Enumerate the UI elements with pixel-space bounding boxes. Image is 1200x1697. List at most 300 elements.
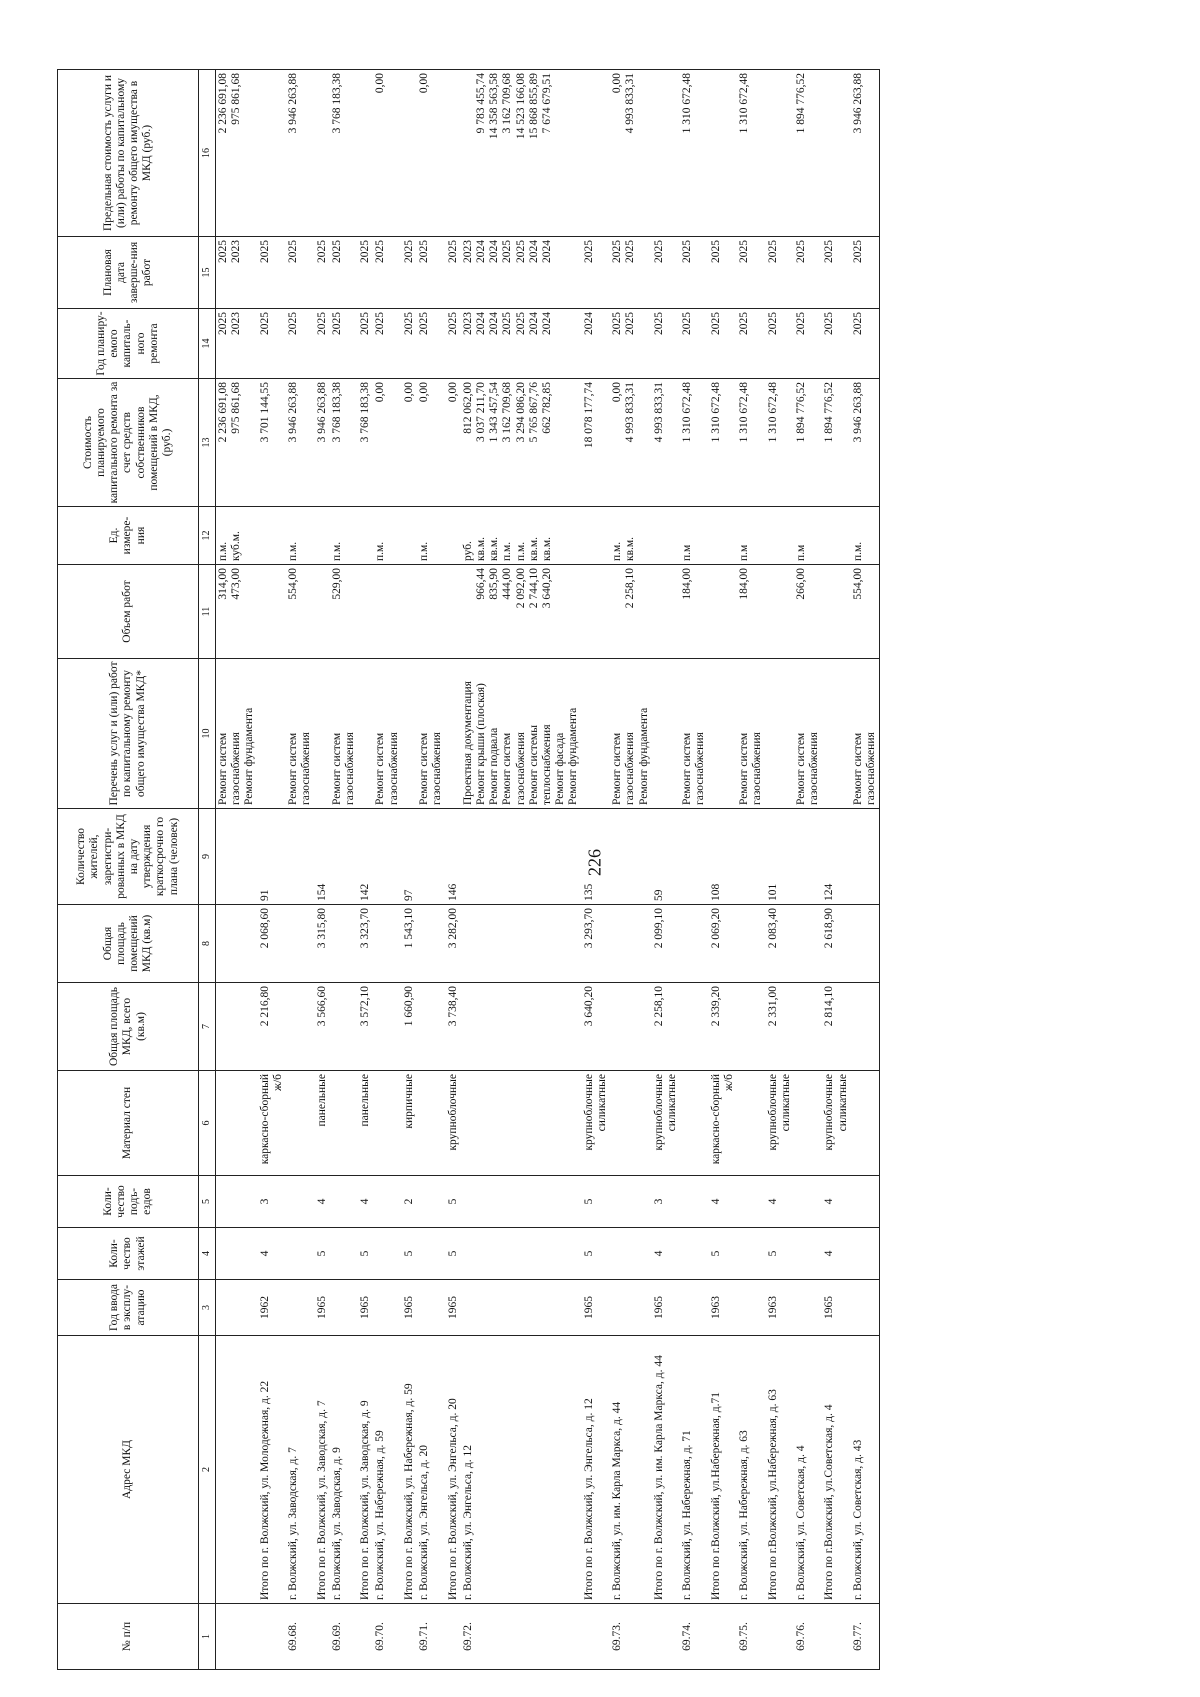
cell-material (373, 1071, 401, 1176)
cell-num: 69.73. (610, 1604, 652, 1670)
cell-works-line: Ремонт фундамента (567, 707, 580, 805)
cell-cost (417, 379, 445, 507)
cell-material: крупноблочные силикатные (766, 1071, 794, 1176)
cell-num: 69.69. (330, 1604, 358, 1670)
cell-plan_end-line: 2023 (230, 240, 243, 263)
cell-works (258, 659, 286, 809)
cell-cost (373, 379, 401, 507)
cell-area_total (216, 983, 258, 1071)
cell-volume-line (374, 568, 387, 655)
cell-address: Итого по г. Волжский, ул. Энгельса, д. 20 (446, 1336, 461, 1604)
cell-floors (680, 1228, 708, 1280)
cell-floors: 5 (766, 1228, 794, 1280)
cell-works (358, 659, 373, 809)
cell-cost-line: 3 294 086,20 (514, 382, 527, 443)
cell-plan_end-line: 2025 (359, 240, 372, 263)
cell-unit-line: кв.м. (474, 536, 487, 561)
cell-cost (216, 379, 258, 507)
cell-material (794, 1071, 822, 1176)
cell-works (652, 659, 680, 809)
cell-area_rooms (680, 905, 708, 983)
cell-cost-line: 812 062,00 (461, 382, 474, 434)
cell-works (330, 659, 358, 809)
cell-plan_year-line: 2024 (582, 312, 595, 335)
cell-entrances (330, 1176, 358, 1228)
subtotal-row (258, 70, 286, 1670)
cell-cost (258, 379, 286, 507)
cell-population: 97 (402, 809, 417, 905)
column-number-row (199, 70, 216, 1670)
cell-area_rooms: 3 282,00 (446, 905, 461, 983)
cell-area_rooms: 1 543,10 (402, 905, 417, 983)
cell-works-line: Ремонт систем газоснабжения (330, 732, 356, 805)
cell-plan_year-line: 2025 (418, 312, 431, 335)
cell-max_cost (402, 70, 417, 237)
cell-plan_year-line: 2025 (501, 312, 514, 335)
cell-area_rooms: 3 293,70 (582, 905, 610, 983)
cell-plan_end (358, 237, 373, 309)
cell-plan_year-line: 2025 (794, 312, 807, 335)
cell-floors: 4 (822, 1228, 850, 1280)
cell-plan_year-line: 2023 (230, 312, 243, 335)
cell-plan_end (286, 237, 314, 309)
column-header: Общая площадь МКД, всего (кв.м) (58, 983, 199, 1071)
cell-unit (851, 507, 880, 565)
cell-floors (286, 1228, 314, 1280)
cell-plan_year-line: 2025 (738, 312, 751, 335)
cell-area_rooms: 3 315,80 (315, 905, 330, 983)
cell-plan_year (461, 309, 582, 379)
cell-address: г. Волжский, ул. Энгельса, д. 12 (461, 1336, 582, 1604)
cell-year (417, 1280, 445, 1336)
cell-material: крупноблочные силикатные (652, 1071, 680, 1176)
cell-plan_year (582, 309, 610, 379)
cell-material: крупноблочные силикатные (822, 1071, 850, 1176)
cell-unit-line: п.м. (501, 541, 514, 561)
subtotal-row (315, 70, 330, 1670)
cell-floors (216, 1228, 258, 1280)
cell-plan_end-line: 2025 (374, 240, 387, 263)
cell-volume-line: 966,44 (474, 568, 487, 600)
cell-unit (373, 507, 401, 565)
column-number: 11 (199, 565, 216, 659)
cell-unit (446, 507, 461, 565)
cell-population (680, 809, 708, 905)
column-header: Коли-чество этажей (58, 1228, 199, 1280)
cell-volume (582, 565, 610, 659)
column-number: 2 (199, 1336, 216, 1604)
cell-address: г. Волжский, ул. Советская, д. 43 (851, 1336, 880, 1604)
subtotal-row (709, 70, 737, 1670)
cell-population: 124 (822, 809, 850, 905)
cell-cost-line: 2 236 691,08 (217, 382, 229, 443)
cell-material: панельные (358, 1071, 373, 1176)
cell-max_cost (822, 70, 850, 237)
cell-volume (315, 565, 330, 659)
repair-plan-table (57, 69, 880, 1670)
cell-max_cost-line: 9 783 455,74 (474, 73, 487, 134)
cell-year: 1965 (582, 1280, 610, 1336)
cell-floors: 5 (582, 1228, 610, 1280)
cell-max_cost-line: 1 894 776,52 (794, 73, 807, 134)
cell-plan_end-line: 2024 (488, 240, 501, 263)
cell-year (851, 1280, 880, 1336)
cell-address: Итого по г.Волжский, ул.Набережная, д. 63 (766, 1336, 794, 1604)
cell-area_total: 2 331,00 (766, 983, 794, 1071)
cell-works (610, 659, 652, 809)
cell-works-line: Ремонт систем газоснабжения (287, 732, 313, 805)
cell-year: 1965 (358, 1280, 373, 1336)
cell-num (216, 1604, 258, 1670)
cell-volume (417, 565, 445, 659)
cell-material: панельные (315, 1071, 330, 1176)
cell-plan_year (652, 309, 680, 379)
cell-population (216, 809, 258, 905)
cell-area_rooms: 2 068,60 (258, 905, 286, 983)
cell-plan_end-line: 2025 (681, 240, 694, 263)
cell-volume-line: 184,00 (738, 568, 751, 600)
cell-max_cost (610, 70, 652, 237)
subtotal-row (402, 70, 417, 1670)
column-number: 10 (199, 659, 216, 809)
cell-unit-line: п.м. (418, 541, 431, 561)
cell-address: г. Волжский, ул. Набережная, д. 59 (373, 1336, 401, 1604)
table-header-row (58, 70, 199, 1670)
cell-address: г. Волжский, ул. им. Карла Маркса, д. 44 (610, 1336, 652, 1604)
cell-year: 1965 (446, 1280, 461, 1336)
cell-plan_year-line: 2024 (488, 312, 501, 335)
cell-cost (582, 379, 610, 507)
cell-floors: 4 (652, 1228, 680, 1280)
cell-plan_year-line: 2025 (217, 312, 229, 335)
cell-unit-line: кв.м. (624, 536, 637, 561)
cell-plan_end-line: 2025 (709, 240, 722, 263)
cell-address: Итого по г.Волжский, ул.Набережная, д.71 (709, 1336, 737, 1604)
cell-works-line: Ремонт систем газоснабжения (418, 732, 444, 805)
cell-volume-line: 2 744,10 (527, 568, 540, 609)
cell-max_cost-line: 0,00 (418, 73, 431, 94)
cell-entrances: 5 (446, 1176, 461, 1228)
cell-unit (652, 507, 680, 565)
column-header: Перечень услуг и (или) работ по капитальному ремонту общего имущества МКД* (58, 659, 199, 809)
cell-cost-line: 1 894 776,52 (823, 382, 836, 443)
cell-num: 69.74. (680, 1604, 708, 1670)
cell-num (652, 1604, 680, 1670)
cell-plan_year (373, 309, 401, 379)
cell-cost-line: 0,00 (418, 382, 431, 403)
cell-plan_year (610, 309, 652, 379)
cell-year: 1965 (315, 1280, 330, 1336)
cell-address: г. Волжский, ул. Заводская, д. 7 (286, 1336, 314, 1604)
cell-plan_end-line: 2024 (474, 240, 487, 263)
cell-cost-line: 3 768 183,38 (330, 382, 343, 443)
cell-population (794, 809, 822, 905)
cell-max_cost (446, 70, 461, 237)
cell-cost (461, 379, 582, 507)
cell-plan_end (794, 237, 822, 309)
cell-address: Итого по г. Волжский, ул. им. Карла Маркса, д. 44 (652, 1336, 680, 1604)
cell-max_cost-line: 4 993 833,31 (624, 73, 637, 134)
cell-unit (794, 507, 822, 565)
cell-cost-line: 3 162 709,68 (501, 382, 514, 443)
cell-cost-line: 1 310 672,48 (709, 382, 722, 443)
cell-cost-line: 0,00 (446, 382, 459, 403)
cell-max_cost-line: 1 310 672,48 (681, 73, 694, 134)
cell-population (737, 809, 765, 905)
cell-material (286, 1071, 314, 1176)
cell-area_total: 3 572,10 (358, 983, 373, 1071)
cell-num: 69.70. (373, 1604, 401, 1670)
cell-entrances: 3 (258, 1176, 286, 1228)
cell-cost-line: 662 782,85 (541, 382, 554, 434)
cell-entrances: 3 (652, 1176, 680, 1228)
cell-plan_year (794, 309, 822, 379)
cell-volume-line (611, 568, 624, 655)
cell-max_cost (737, 70, 765, 237)
cell-plan_end-line: 2025 (315, 240, 328, 263)
cell-plan_year-line: 2025 (624, 312, 637, 335)
cell-works-line: Ремонт фасада (554, 732, 567, 805)
cell-plan_year-line: 2025 (611, 312, 624, 335)
cell-works (446, 659, 461, 809)
cell-entrances (610, 1176, 652, 1228)
cell-plan_end (766, 237, 794, 309)
cell-floors (417, 1228, 445, 1280)
cell-material (851, 1071, 880, 1176)
cell-max_cost (766, 70, 794, 237)
cell-year: 1965 (652, 1280, 680, 1336)
cell-max_cost-line: 7 674 679,51 (541, 73, 554, 134)
column-header: Количество жителей, зарегистри-рованных в МКД на дату утверждения краткосрочно го плана (человек) (58, 809, 199, 905)
cell-volume-line (462, 568, 475, 655)
cell-max_cost (258, 70, 286, 237)
cell-volume (709, 565, 737, 659)
cell-cost-line: 975 861,68 (230, 382, 243, 434)
cell-max_cost-line: 0,00 (611, 73, 624, 94)
cell-plan_year (358, 309, 373, 379)
cell-material: каркасно-сборный ж/б (258, 1071, 286, 1176)
cell-volume (358, 565, 373, 659)
cell-works (461, 659, 582, 809)
cell-cost (446, 379, 461, 507)
cell-unit (610, 507, 652, 565)
cell-address: г. Волжский, ул. Энгельса, д. 20 (417, 1336, 445, 1604)
table-row (851, 70, 880, 1670)
cell-works-line: Ремонт крыши (плоская) (474, 683, 487, 805)
cell-max_cost-line: 3 162 709,68 (501, 73, 514, 134)
cell-works-line: Ремонт фундамента (637, 707, 650, 805)
cell-year (373, 1280, 401, 1336)
table-row (417, 70, 445, 1670)
cell-cost-line: 3 768 183,38 (359, 382, 372, 443)
cell-max_cost (851, 70, 880, 237)
cell-cost-line: 3 946 263,88 (315, 382, 328, 443)
table-row (794, 70, 822, 1670)
cell-area_rooms (737, 905, 765, 983)
cell-cost-line: 0,00 (402, 382, 415, 403)
cell-area_total (794, 983, 822, 1071)
cell-area_rooms (461, 905, 582, 983)
cell-plan_year (286, 309, 314, 379)
cell-population (417, 809, 445, 905)
cell-population: 146 (446, 809, 461, 905)
cell-year: 1965 (402, 1280, 417, 1336)
column-number: 15 (199, 237, 216, 309)
subtotal-row (358, 70, 373, 1670)
cell-plan_end-line: 2025 (330, 240, 343, 263)
cell-entrances (216, 1176, 258, 1228)
cell-cost (737, 379, 765, 507)
cell-cost (330, 379, 358, 507)
cell-plan_end (652, 237, 680, 309)
cell-plan_year (680, 309, 708, 379)
cell-entrances: 4 (709, 1176, 737, 1228)
cell-cost (794, 379, 822, 507)
cell-area_total: 3 738,40 (446, 983, 461, 1071)
column-number: 9 (199, 809, 216, 905)
cell-floors: 5 (315, 1228, 330, 1280)
cell-plan_end-line: 2024 (527, 240, 540, 263)
cell-volume (610, 565, 652, 659)
cell-num (582, 1604, 610, 1670)
column-header: № п/п (58, 1604, 199, 1670)
cell-max_cost (680, 70, 708, 237)
cell-unit-line: п.м. (611, 541, 624, 561)
cell-area_total (286, 983, 314, 1071)
cell-max_cost-line: 2 236 691,08 (217, 73, 229, 134)
cell-plan_end (709, 237, 737, 309)
cell-num (709, 1604, 737, 1670)
column-header: Материал стен (58, 1071, 199, 1176)
cell-unit (709, 507, 737, 565)
cell-volume-line: 444,00 (501, 568, 514, 600)
cell-population: 135 (582, 809, 610, 905)
cell-plan_end-line: 2025 (582, 240, 595, 263)
cell-plan_year-line: 2025 (514, 312, 527, 335)
cell-unit-line: руб. (461, 541, 474, 561)
cell-num: 69.72. (461, 1604, 582, 1670)
column-number: 8 (199, 905, 216, 983)
column-header: Ед. измере-ния (58, 507, 199, 565)
subtotal-row (766, 70, 794, 1670)
cell-num (446, 1604, 461, 1670)
cell-unit-line: кв.м. (541, 536, 554, 561)
cell-material (216, 1071, 258, 1176)
cell-year (794, 1280, 822, 1336)
cell-plan_end-line: 2025 (611, 240, 624, 263)
subtotal-row (822, 70, 850, 1670)
subtotal-row (446, 70, 461, 1670)
cell-cost-line: 0,00 (611, 382, 624, 403)
cell-year (737, 1280, 765, 1336)
column-header: Предельная стоимость услуги и (или) работы по капитальному ремонту общего имущества в МКД (руб.) (58, 70, 199, 237)
cell-year (330, 1280, 358, 1336)
cell-material: кирпичные (402, 1071, 417, 1176)
cell-max_cost (709, 70, 737, 237)
cell-area_rooms: 3 323,70 (358, 905, 373, 983)
cell-address: Итого по г.Волжский, ул.Советская, д. 4 (822, 1336, 850, 1604)
cell-material (330, 1071, 358, 1176)
cell-population (330, 809, 358, 905)
cell-cost-line: 5 765 867,76 (527, 382, 540, 443)
column-header: Адрес МКД (58, 1336, 199, 1604)
cell-unit-line: п.м. (287, 541, 300, 561)
cell-plan_end (216, 237, 258, 309)
column-number: 4 (199, 1228, 216, 1280)
cell-area_rooms (286, 905, 314, 983)
cell-max_cost (358, 70, 373, 237)
cell-works-line: Ремонт систем газоснабжения (794, 732, 821, 805)
cell-entrances: 4 (315, 1176, 330, 1228)
cell-works-line: Ремонт систем газоснабжения (851, 732, 878, 805)
cell-works-line: Ремонт систем газоснабжения (374, 732, 400, 805)
cell-entrances (461, 1176, 582, 1228)
cell-population (286, 809, 314, 905)
cell-floors: 5 (709, 1228, 737, 1280)
cell-address: Итого по г. Волжский, ул. Заводская, д. 9 (358, 1336, 373, 1604)
cell-unit (766, 507, 794, 565)
cell-cost-line: 3 946 263,88 (287, 382, 300, 443)
cell-unit-line: п.м (681, 544, 694, 561)
cell-plan_end (737, 237, 765, 309)
cell-volume-line: 2 258,10 (624, 568, 637, 609)
cell-cost (315, 379, 330, 507)
cell-works (851, 659, 880, 809)
table-row (737, 70, 765, 1670)
cell-plan_year (216, 309, 258, 379)
cell-entrances (373, 1176, 401, 1228)
cell-max_cost-line: 0,00 (374, 73, 387, 94)
cell-cost (358, 379, 373, 507)
cell-unit (286, 507, 314, 565)
cell-area_rooms (417, 905, 445, 983)
cell-floors (794, 1228, 822, 1280)
cell-cost-line: 1 310 672,48 (766, 382, 779, 443)
cell-cost-line: 0,00 (374, 382, 387, 403)
cell-max_cost (417, 70, 445, 237)
cell-material: крупноблочные силикатные (582, 1071, 610, 1176)
cell-volume (330, 565, 358, 659)
cell-volume (286, 565, 314, 659)
cell-cost (286, 379, 314, 507)
cell-works-line: Ремонт подвала (488, 727, 501, 805)
cell-max_cost-line: 15 868 855,89 (527, 73, 540, 140)
cell-address: г. Волжский, ул. Набережная, д. 71 (680, 1336, 708, 1604)
cell-volume (446, 565, 461, 659)
cell-cost (402, 379, 417, 507)
cell-plan_year (822, 309, 850, 379)
cell-address: Итого по г. Волжский, ул. Заводская, д. 7 (315, 1336, 330, 1604)
cell-num (822, 1604, 850, 1670)
cell-year: 1963 (766, 1280, 794, 1336)
table-row (680, 70, 708, 1670)
cell-address (216, 1336, 258, 1604)
cell-cost-line: 4 993 833,31 (652, 382, 665, 443)
cell-entrances: 4 (822, 1176, 850, 1228)
column-header: Объем работ (58, 565, 199, 659)
cell-area_total (461, 983, 582, 1071)
cell-plan_end-line: 2025 (514, 240, 527, 263)
cell-max_cost (315, 70, 330, 237)
cell-material (680, 1071, 708, 1176)
cell-area_total: 2 258,10 (652, 983, 680, 1071)
cell-unit (258, 507, 286, 565)
cell-floors: 5 (402, 1228, 417, 1280)
cell-area_total: 2 339,20 (709, 983, 737, 1071)
cell-population: 154 (315, 809, 330, 905)
cell-cost (680, 379, 708, 507)
table-row (286, 70, 314, 1670)
